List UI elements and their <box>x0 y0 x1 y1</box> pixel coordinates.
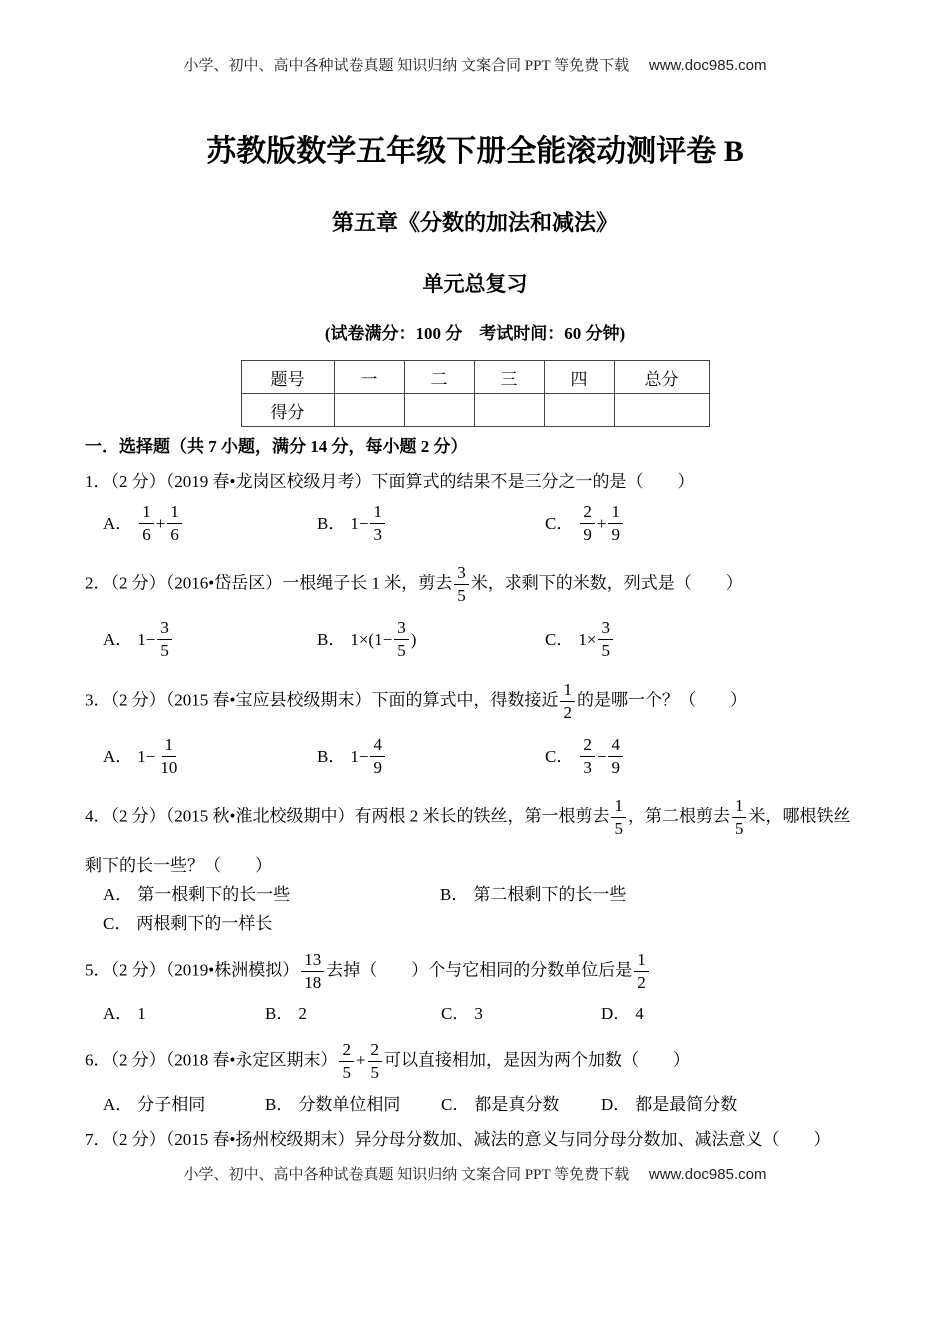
fraction-denominator: 3 <box>583 757 592 777</box>
fraction-denominator: 9 <box>611 757 620 777</box>
site-footer-text: 小学、初中、高中各种试卷真题 知识归纳 文案合同 PPT 等免费下载 <box>183 1166 630 1183</box>
fraction <box>370 734 385 779</box>
question-6 <box>85 1037 865 1115</box>
text-segment: 1− <box>350 746 369 766</box>
review-title: 单元总复习 <box>422 272 528 296</box>
question-5-option-B <box>265 1002 441 1025</box>
question-4-options <box>103 883 865 906</box>
text-segment: 2 <box>298 1004 307 1024</box>
fraction-numerator: 1 <box>139 501 154 524</box>
fraction <box>634 949 649 994</box>
question-3-option-A <box>103 732 317 781</box>
site-header-url: www.doc985.com <box>648 57 767 74</box>
option-label: C． <box>545 630 574 650</box>
text-segment: 去掉（ ）个与它相同的分数单位后是 <box>326 960 633 980</box>
text-segment: 都是最简分数 <box>635 1094 738 1114</box>
text-segment: 第一根剩下的长一些 <box>137 885 291 905</box>
fraction-numerator: 3 <box>394 617 409 640</box>
option-label: A． <box>103 1094 133 1114</box>
fraction-numerator: 1 <box>732 795 747 818</box>
fraction-denominator: 5 <box>457 586 466 606</box>
question-4-option-A <box>103 883 440 906</box>
fraction-denominator: 5 <box>397 641 406 661</box>
fraction-denominator: 5 <box>160 641 169 661</box>
text-segment: 1− <box>137 630 156 650</box>
score-table-cell: 总分 <box>614 361 709 394</box>
fraction-numerator: 2 <box>339 1039 354 1062</box>
question-1-stem <box>85 470 865 493</box>
fraction <box>732 795 747 840</box>
question-2-option-B <box>317 615 545 664</box>
fraction <box>608 734 623 779</box>
fraction <box>394 617 409 662</box>
option-label: B． <box>317 630 346 650</box>
fraction-denominator: 6 <box>170 525 179 545</box>
option-label: B． <box>440 885 469 905</box>
question-5-option-D <box>601 1002 644 1025</box>
fraction-denominator: 18 <box>304 973 322 993</box>
score-table-cell: 得分 <box>241 394 334 427</box>
option-label: B． <box>265 1094 294 1114</box>
text-segment: 分数单位相同 <box>298 1094 401 1114</box>
fraction-numerator: 2 <box>580 501 595 524</box>
score-table-cell <box>544 394 614 427</box>
fraction-numerator: 2 <box>580 734 595 757</box>
fraction <box>598 617 613 662</box>
question-1-option-C <box>545 499 625 548</box>
text-segment: 都是真分数 <box>474 1094 560 1114</box>
site-header-text: 小学、初中、高中各种试卷真题 知识归纳 文案合同 PPT 等免费下载 <box>183 58 630 74</box>
option-label: A． <box>103 885 133 905</box>
text-segment: ，第二根剪去 <box>627 806 730 826</box>
text-segment: − <box>596 746 607 766</box>
fraction-numerator: 3 <box>598 617 613 640</box>
fraction <box>167 501 182 546</box>
question-5-option-C <box>441 1002 601 1025</box>
option-label: C． <box>441 1004 470 1024</box>
score-table-cell: 三 <box>474 361 544 394</box>
question-6-option-B <box>265 1093 441 1116</box>
text-segment: 7．（2 分）（2015 春•扬州校级期末）异分母分数加、减法的意义与同分母分数加、减法意义（ ） <box>85 1129 831 1149</box>
fraction-denominator: 5 <box>370 1063 380 1083</box>
option-label: A． <box>103 1004 133 1024</box>
fraction-numerator: 2 <box>368 1039 383 1062</box>
question-6-option-A <box>103 1093 265 1116</box>
fraction <box>157 734 180 779</box>
site-footer <box>85 1165 865 1185</box>
question-6-options <box>103 1093 865 1116</box>
fraction-denominator: 5 <box>614 819 623 839</box>
question-4-stem <box>85 793 865 842</box>
question-4-option-C <box>103 912 272 935</box>
text-segment: 可以直接相加，是因为两个加数（ ） <box>384 1050 691 1070</box>
question-4-option-B <box>440 883 626 906</box>
fraction-numerator: 1 <box>634 949 649 972</box>
question-2 <box>85 560 865 664</box>
fraction <box>368 1039 383 1084</box>
question-6-option-C <box>441 1093 601 1116</box>
site-footer-url: www.doc985.com <box>648 1165 767 1183</box>
question-3-option-C <box>545 732 625 781</box>
score-table-cell: 一 <box>334 361 404 394</box>
question-7-stem <box>85 1128 865 1151</box>
site-header <box>85 56 865 76</box>
question-1 <box>85 470 865 548</box>
text-segment: 6．（2 分）（2018 春•永定区期末） <box>85 1050 338 1070</box>
option-label: A． <box>103 746 133 766</box>
option-label: C． <box>103 914 132 934</box>
text-segment: 米，哪根铁丝 <box>748 806 851 826</box>
score-table-cell <box>334 394 404 427</box>
chapter-title: 第五章《分数的加法和减法》 <box>331 210 618 235</box>
score-table-cell: 题号 <box>241 361 334 394</box>
fraction-denominator: 5 <box>734 819 744 839</box>
fraction-denominator: 2 <box>563 702 572 722</box>
fraction-denominator: 3 <box>373 525 382 545</box>
option-label: B． <box>317 514 346 534</box>
question-2-option-A <box>103 615 317 664</box>
fraction-denominator: 9 <box>373 757 382 777</box>
text-segment: 4 <box>635 1004 644 1024</box>
option-label: D． <box>601 1094 631 1114</box>
fraction-numerator: 13 <box>301 949 324 972</box>
paper-title: 苏教版数学五年级下册全能滚动测评卷 B <box>206 135 744 168</box>
score-table-cell: 四 <box>544 361 614 394</box>
section-heading: 一．选择题（共 7 小题，满分 14 分，每小题 2 分） <box>85 437 468 456</box>
question-5-option-A <box>103 1002 265 1025</box>
question-3-option-B <box>317 732 545 781</box>
question-1-options <box>103 499 865 548</box>
question-4-options <box>103 912 865 935</box>
exam-info: (试卷满分：100 分 考试时间：60 分钟) <box>324 324 626 343</box>
question-2-options <box>103 615 865 664</box>
questions-list <box>85 470 865 1151</box>
score-table <box>241 360 710 427</box>
text-segment: 分子相同 <box>137 1094 206 1114</box>
text-segment: ) <box>410 630 417 650</box>
question-6-option-D <box>601 1093 737 1116</box>
question-2-stem <box>85 560 865 609</box>
fraction-numerator: 1 <box>608 501 623 524</box>
text-segment: 1．（2 分）（2019 春•龙岗区校级月考）下面算式的结果不是三分之一的是（ ） <box>85 472 695 491</box>
text-segment: 剩下的长一些？（ ） <box>85 856 272 876</box>
question-3 <box>85 677 865 781</box>
fraction <box>139 501 154 546</box>
fraction-numerator: 1 <box>370 501 385 524</box>
fraction <box>580 734 595 779</box>
option-label: D． <box>601 1004 631 1024</box>
fraction <box>580 501 595 546</box>
fraction <box>301 949 324 994</box>
text-segment: 1− <box>137 746 156 766</box>
option-label: C． <box>545 514 574 534</box>
fraction-denominator: 10 <box>160 757 178 777</box>
text-segment: 第二根剩下的长一些 <box>473 885 627 905</box>
question-5-stem <box>85 947 865 996</box>
text-segment: 3．（2 分）（2015 春•宝应县校级期末）下面的算式中，得数接近 <box>85 690 559 710</box>
option-label: B． <box>265 1004 294 1024</box>
text-segment: 3 <box>474 1004 483 1024</box>
fraction-numerator: 1 <box>167 501 182 524</box>
fraction-numerator: 1 <box>162 734 177 757</box>
question-1-option-A <box>103 499 317 548</box>
text-segment: 2．（2 分）（2016•岱岳区）一根绳子长 1 米，剪去 <box>85 573 453 593</box>
fraction-numerator: 4 <box>370 734 385 757</box>
fraction-denominator: 5 <box>342 1063 351 1083</box>
fraction-numerator: 3 <box>157 617 172 640</box>
question-5-options <box>103 1002 865 1025</box>
option-label: C． <box>545 746 574 766</box>
question-5 <box>85 947 865 1025</box>
text-segment: 1 <box>137 1004 146 1024</box>
question-3-options <box>103 732 865 781</box>
fraction-numerator: 3 <box>454 562 469 585</box>
option-label: C． <box>441 1094 470 1114</box>
score-table-cell <box>614 394 709 427</box>
score-table-score-row <box>241 394 709 427</box>
text-segment: 4．（2 分）（2015 秋•淮北校级期中）有两根 2 米长的铁丝，第一根剪去 <box>85 806 610 826</box>
question-3-stem <box>85 677 865 726</box>
fraction <box>608 501 623 546</box>
fraction <box>454 562 469 607</box>
text-segment: + <box>596 514 607 534</box>
option-label: A． <box>103 630 133 650</box>
fraction-denominator: 6 <box>142 525 151 545</box>
fraction <box>157 617 172 662</box>
option-label: A． <box>103 514 133 534</box>
fraction <box>560 679 575 724</box>
fraction-denominator: 9 <box>611 525 620 545</box>
question-2-option-C <box>545 615 615 664</box>
fraction-numerator: 1 <box>611 795 626 818</box>
fraction <box>611 795 626 840</box>
option-label: B． <box>317 746 346 766</box>
fraction-denominator: 5 <box>601 641 610 661</box>
fraction-numerator: 1 <box>560 679 575 702</box>
text-segment: + <box>355 1050 366 1070</box>
question-4-stem-cont <box>85 854 865 877</box>
score-table-header-row <box>241 361 709 394</box>
text-segment: 1− <box>350 514 369 534</box>
fraction-numerator: 4 <box>608 734 623 757</box>
text-segment: 的是哪一个？（ ） <box>576 690 747 710</box>
text-segment: + <box>155 514 166 534</box>
question-7 <box>85 1128 865 1151</box>
score-table-cell <box>474 394 544 427</box>
text-segment: 5．（2 分）（2019•株洲模拟） <box>85 960 300 980</box>
text-segment: 1×(1− <box>350 630 393 650</box>
question-6-stem <box>85 1037 865 1086</box>
question-1-option-B <box>317 499 545 548</box>
fraction <box>339 1039 354 1084</box>
score-table-cell: 二 <box>404 361 474 394</box>
text-segment: 米，求剩下的米数，列式是（ ） <box>470 573 743 593</box>
fraction <box>370 501 385 546</box>
score-table-cell <box>404 394 474 427</box>
question-4 <box>85 793 865 935</box>
text-segment: 两根剩下的一样长 <box>136 914 273 934</box>
fraction-denominator: 2 <box>637 973 646 993</box>
fraction-denominator: 9 <box>583 525 592 545</box>
text-segment: 1× <box>578 630 597 650</box>
